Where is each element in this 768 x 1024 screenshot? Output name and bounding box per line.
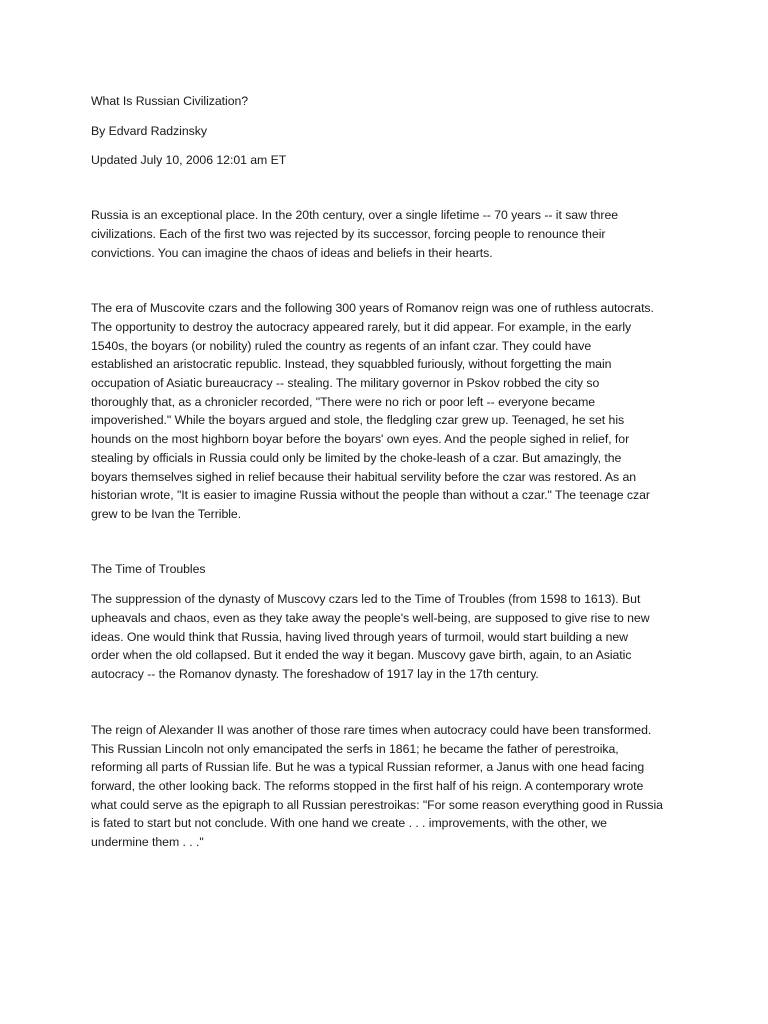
paragraph-line: The reign of Alexander II was another of those rare times when autocracy could have been transformed.	[91, 722, 652, 737]
paragraph-line: 1540s, the boyars (or nobility) ruled the country as regents of an infant czar. They could have	[91, 338, 592, 353]
paragraph-time-of-troubles	[91, 590, 728, 684]
paragraph-line: hounds on the most highborn boyar before the boyars' own eyes. And the people sighed in relief, for	[91, 432, 630, 447]
paragraph-intro	[91, 206, 728, 262]
paragraph-line: convictions. You can imagine the chaos of ideas and beliefs in their hearts.	[91, 245, 493, 260]
paragraph-line: The era of Muscovite czars and the following 300 years of Romanov reign was one of ruthless autocrats.	[91, 301, 654, 316]
article-title: What Is Russian Civilization?	[91, 94, 249, 108]
paragraph-line: This Russian Lincoln not only emancipated the serfs in 1861; he became the father of perestroika,	[91, 741, 619, 756]
article-byline: By Edvard Radzinsky	[91, 123, 207, 138]
paragraph-line: stealing by officials in Russia could only be limited by the choke-leash of a czar. But amazingly, the	[91, 450, 622, 465]
paragraph-line: what could serve as the epigraph to all Russian perestroikas: "For some reason everything good in Russia	[91, 797, 663, 812]
paragraph-muscovite-czars	[91, 299, 728, 523]
paragraph-alexander-ii	[91, 721, 728, 852]
paragraph-line: order when the old collapsed. But it ended the way it began. Muscovy gave birth, again, to an Asiatic	[91, 648, 632, 663]
paragraph-line: ideas. One would think that Russia, having lived through years of turmoil, would start building a new	[91, 629, 628, 644]
paragraph-line: historian wrote, "It is easier to imagine Russia without the people than without a czar." The teenage czar	[91, 488, 650, 503]
paragraph-line: reforming all parts of Russian life. But he was a typical Russian reformer, a Janus with one head facing	[91, 760, 645, 775]
paragraph-line: grew to be Ivan the Terrible.	[91, 506, 242, 521]
paragraph-line: The opportunity to destroy the autocracy appeared rarely, but it did appear. For example, in the early	[91, 319, 632, 334]
paragraph-line: occupation of Asiatic bureaucracy -- stealing. The military governor in Pskov robbed the city so	[91, 376, 600, 391]
paragraph-line: boyars themselves sighed in relief because their habitual servility before the czar was restored. As an	[91, 469, 637, 484]
paragraph-line: The suppression of the dynasty of Muscovy czars led to the Time of Troubles (from 1598 to 1613). But	[91, 592, 641, 607]
paragraph-line: thoroughly that, as a chronicler recorded, "There were no rich or poor left -- everyone became	[91, 394, 596, 409]
document-page	[91, 92, 728, 852]
article-updated-date: Updated July 10, 2006 12:01 am ET	[91, 153, 287, 168]
paragraph-line: is fated to start but not conclude. With one hand we create . . . improvements, with the other, we	[91, 816, 607, 831]
paragraph-line: civilizations. Each of the first two was rejected by its successor, forcing people to renounce their	[91, 226, 606, 241]
paragraph-line: impoverished." While the boyars argued and stole, the fledgling czar grew up. Teenaged, he set his	[91, 413, 625, 428]
section-heading: The Time of Troubles	[91, 561, 206, 576]
paragraph-line: forward, the other looking back. The reforms stopped in the first half of his reign. A contemporary wrote	[91, 778, 644, 793]
paragraph-line: autocracy -- the Romanov dynasty. The foreshadow of 1917 lay in the 17th century.	[91, 667, 539, 682]
paragraph-line: Russia is an exceptional place. In the 20th century, over a single lifetime -- 70 years -- it saw three	[91, 208, 619, 223]
paragraph-line: undermine them . . ."	[91, 835, 204, 850]
paragraph-line: established an aristocratic republic. Instead, they squabbled furiously, without forgetting the main	[91, 357, 612, 372]
paragraph-line: upheavals and chaos, even as they take away the people's well-being, are supposed to give rise to new	[91, 611, 650, 626]
